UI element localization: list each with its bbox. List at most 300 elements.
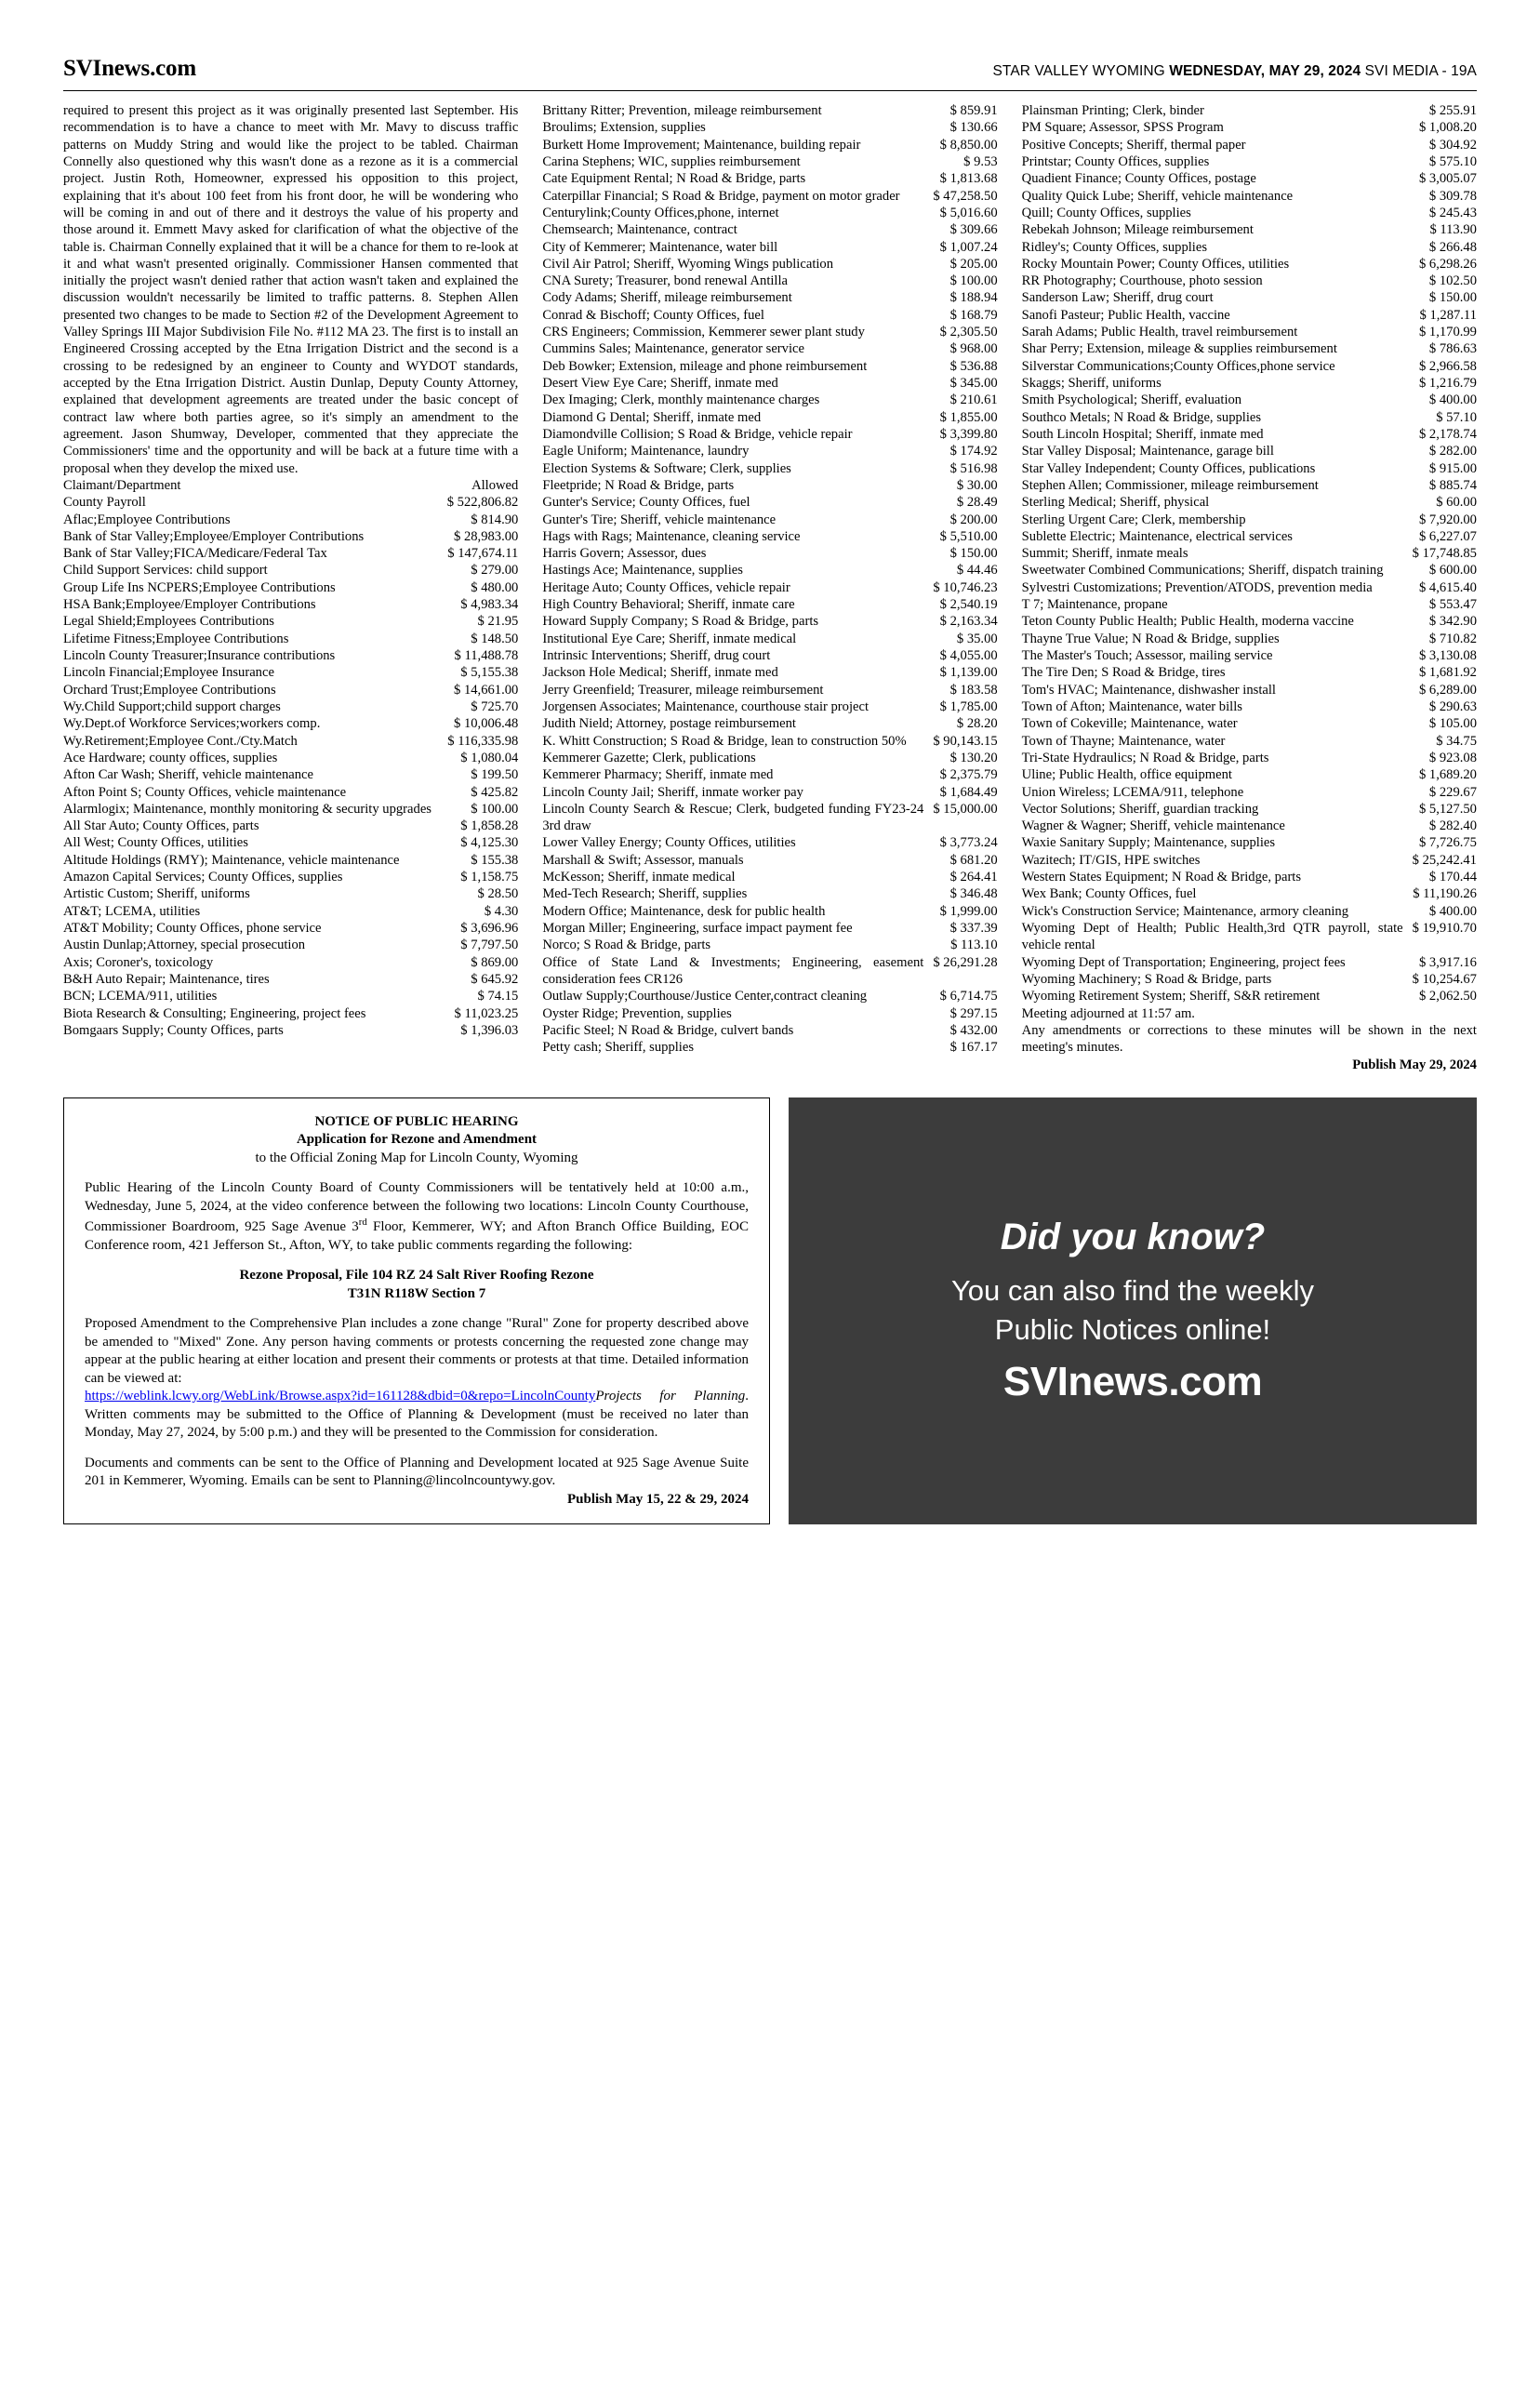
- claim-row: [542, 903, 997, 920]
- claim-amount: $ 130.66: [949, 120, 998, 136]
- notice-subtitle: Application for Rezone and Amendment: [296, 1132, 538, 1148]
- claim-row: [1022, 102, 1477, 119]
- claim-amount: $ 100.00: [949, 273, 998, 289]
- claim-amount: $ 130.20: [949, 750, 998, 765]
- claim-label: Lincoln Financial;Employee Insurance: [63, 665, 274, 681]
- claim-amount: $ 170.44: [1428, 870, 1477, 885]
- claim-row: [1022, 375, 1477, 392]
- claim-amount: $ 1,216.79: [1418, 376, 1477, 391]
- claim-amount: $ 480.00: [471, 579, 519, 595]
- claim-label: Child Support Services: child support: [63, 563, 268, 579]
- claim-row: [542, 358, 997, 375]
- rezone-proposal-line2: T31N R118W Section 7: [347, 1285, 486, 1301]
- claim-amount: $ 14,661.00: [454, 682, 519, 698]
- claim-amount: $ 282.00: [1428, 444, 1477, 459]
- claim-label: Vector Solutions; Sheriff, guardian tracking: [1021, 801, 1259, 817]
- claim-row: [63, 920, 518, 937]
- claim-amount: $ 869.00: [471, 954, 519, 970]
- claim-label: Sterling Medical; Sheriff, physical: [1021, 495, 1210, 511]
- claim-label: Lifetime Fitness;Employee Contributions: [63, 631, 289, 646]
- claim-row: [542, 307, 997, 324]
- claim-label: Western States Equipment; N Road & Bridge, parts: [1021, 870, 1302, 885]
- rezone-proposal-line1: Rezone Proposal, File 104 RZ 24 Salt River Roofing Rezone: [239, 1268, 594, 1284]
- claim-amount: $ 10,254.67: [1412, 971, 1477, 987]
- bottom-section: [0, 1073, 1540, 1525]
- claim-row: [1022, 239, 1477, 256]
- claim-row: [542, 460, 997, 477]
- claim-amount: $ 11,023.25: [454, 1005, 519, 1021]
- claim-label: Jackson Hole Medical; Sheriff, inmate med: [542, 665, 778, 681]
- claim-row: [1022, 631, 1477, 647]
- claim-row: [1022, 682, 1477, 698]
- claim-label: City of Kemmerer; Maintenance, water bill: [542, 239, 778, 255]
- house-ad: [789, 1097, 1477, 1525]
- claim-label: Morgan Miller; Engineering, surface impact payment fee: [542, 921, 853, 936]
- claim-amount: $ 205.00: [949, 256, 998, 272]
- claim-label: Centurylink;County Offices,phone, internet: [542, 205, 779, 220]
- claim-row: [542, 256, 997, 273]
- notice-para1-b: Floor, Kemmerer, WY; and Afton Branch Office Building, EOC Conference room, 421 Jefferson St., Afton, WY, to take public comments regarding the following:: [85, 1219, 749, 1253]
- claim-row: [1022, 153, 1477, 170]
- claim-row: [1022, 256, 1477, 273]
- claim-row: [542, 221, 997, 238]
- claim-label: Town of Thayne; Maintenance, water: [1021, 733, 1226, 749]
- claim-amount: $ 2,305.50: [939, 325, 998, 340]
- claim-row: [63, 631, 518, 647]
- claim-label: Oyster Ridge; Prevention, supplies: [542, 1005, 732, 1021]
- claim-amount: $ 337.39: [949, 921, 998, 936]
- amendments-note: Any amendments or corrections to these minutes will be shown in the next meeting's minutes.: [1021, 1022, 1477, 1056]
- claim-amount: $ 553.47: [1428, 597, 1477, 613]
- claim-label: Conrad & Bischoff; County Offices, fuel: [542, 307, 764, 323]
- claims-list-1: [63, 494, 518, 1039]
- claim-row: [63, 937, 518, 953]
- claim-label: Quadient Finance; County Offices, postage: [1021, 171, 1256, 187]
- column-2: [542, 102, 997, 1073]
- notice-para3: . Written comments may be submitted to the Office of Planning & Development (must be received no later than Monday, May 27, 2024, by 5:00 p.m.) and they will be presented to the Commission for consideration.: [85, 1389, 749, 1441]
- claim-row: [63, 954, 518, 971]
- claim-label: Med-Tech Research; Sheriff, supplies: [542, 886, 748, 902]
- claim-label: South Lincoln Hospital; Sheriff, inmate med: [1021, 426, 1264, 442]
- claim-amount: $ 3,696.96: [460, 921, 519, 936]
- claim-row: [542, 392, 997, 408]
- claim-amount: $ 645.92: [471, 971, 519, 987]
- claim-row: [1022, 426, 1477, 443]
- claim-row: [542, 273, 997, 289]
- claim-label: Gunter's Service; County Offices, fuel: [542, 495, 750, 511]
- claim-label: Jerry Greenfield; Treasurer, mileage reimbursement: [542, 682, 824, 698]
- claim-label: Aflac;Employee Contributions: [63, 512, 231, 527]
- claim-label: Kemmerer Pharmacy; Sheriff, inmate med: [542, 767, 774, 783]
- claim-label: Civil Air Patrol; Sheriff, Wyoming Wings publication: [542, 256, 834, 272]
- claim-label: HSA Bank;Employee/Employer Contributions: [63, 597, 316, 613]
- claim-amount: $ 264.41: [949, 870, 998, 885]
- notice-title: NOTICE OF PUBLIC HEARING: [314, 1113, 519, 1129]
- claim-row: [542, 545, 997, 562]
- publish-date-minutes: Publish May 29, 2024: [1352, 1057, 1477, 1072]
- claim-amount: $ 2,375.79: [939, 767, 998, 783]
- claim-amount: $ 1,999.00: [939, 903, 998, 919]
- claim-amount: $ 6,298.26: [1418, 256, 1477, 272]
- claim-row: [1022, 920, 1477, 954]
- claim-row: [1022, 392, 1477, 408]
- claim-row: [1022, 784, 1477, 801]
- column-3: [1022, 102, 1477, 1073]
- claim-label: High Country Behavioral; Sheriff, inmate care: [542, 597, 795, 613]
- claim-label: Printstar; County Offices, supplies: [1021, 153, 1210, 169]
- claim-row: [1022, 137, 1477, 153]
- claim-row: [63, 834, 518, 851]
- claim-amount: $ 17,748.85: [1412, 546, 1477, 562]
- claim-row: [542, 1022, 997, 1039]
- claim-amount: $ 26,291.28: [933, 954, 998, 970]
- claims-list-2: [542, 102, 997, 1057]
- claim-amount: $ 346.48: [949, 886, 998, 902]
- claim-amount: $ 44.46: [956, 563, 998, 579]
- claim-label: Marshall & Swift; Assessor, manuals: [542, 852, 744, 868]
- claim-label: Legal Shield;Employees Contributions: [63, 614, 274, 630]
- claim-label: Ridley's; County Offices, supplies: [1021, 239, 1208, 255]
- claim-label: Southco Metals; N Road & Bridge, supplies: [1021, 409, 1262, 425]
- claim-amount: $ 3,399.80: [939, 426, 998, 442]
- claim-amount: $ 4,055.00: [939, 648, 998, 663]
- masthead-site: SVInews.com: [63, 56, 196, 81]
- claim-amount: $ 1,785.00: [939, 698, 998, 714]
- claim-row: [1022, 971, 1477, 988]
- claim-row: [1022, 664, 1477, 681]
- claim-amount: $ 681.20: [949, 852, 998, 868]
- minutes-paragraph: required to present this project as it was originally presented last September. His recommendation is to have a chance to meet with Mr. Mavy to discuss traffic patterns on Muddy String and would like the project to be tabled. Chairman Connelly also questioned why this wasn't done as a rezone as it is a commercial project. Justin Roth, Homeowner, expressed his opposition to this project, explaining that it's about 100 feet from his front door, he will be wondering who will be coming in and out of there and it destroys the value of his property and those around it. Emmett Mavy asked for clarification of what the objective of the table is. Chairman Connelly explained that it will be a chance for them to re-look at it and what wasn't presented originally. Commissioner Hansen commented that initially the project wasn't denied rather that action wasn't taken and explained the discussion wouldn't necessarily be limited to traffic patterns. 8. Stephen Allen presented two changes to be made to Section #2 of the Development Agreement to Valley Springs III Major Subdivision File No. #112 MA 23. The first is to install an Engineered Crossing accepted by the Etna Irrigation District and the second is a crossing to be redesigned by an engineer to County and WYDOT standards, accepted by the Etna Irrigation District. Austin Dunlap, Deputy County Attorney, explained that development agreements are treated under the basic concept of contract law where both parties agree, so it's simply an amendment to the agreement. Jason Shumway, Developer, commented that they appreciate the Commissioners' time and the opportunity and will be back at a future time with a proposal when they develop the mixed use.: [63, 103, 519, 476]
- claim-row: [1022, 409, 1477, 426]
- claim-label: Modern Office; Maintenance, desk for public health: [542, 903, 826, 919]
- claim-amount: $ 400.00: [1428, 392, 1477, 408]
- claim-label: Diamond G Dental; Sheriff, inmate med: [542, 409, 762, 425]
- claim-amount: $ 309.78: [1428, 188, 1477, 204]
- claim-amount: $ 199.50: [471, 767, 519, 783]
- public-hearing-notice: [63, 1097, 770, 1525]
- claim-label: Institutional Eye Care; Sheriff, inmate medical: [542, 631, 797, 646]
- claim-row: [1022, 358, 1477, 375]
- claim-row: [542, 153, 997, 170]
- claim-amount: $ 74.15: [477, 989, 519, 1004]
- claim-label: Stephen Allen; Commissioner, mileage reimbursement: [1021, 477, 1319, 493]
- claim-label: Kemmerer Gazette; Clerk, publications: [542, 750, 756, 765]
- masthead: [0, 0, 1540, 82]
- claim-label: Waxie Sanitary Supply; Maintenance, supplies: [1021, 835, 1276, 851]
- claim-label: All West; County Offices, utilities: [63, 835, 248, 851]
- claim-amount: $ 25,242.41: [1412, 852, 1477, 868]
- claim-row: [63, 784, 518, 801]
- claim-amount: $ 516.98: [949, 460, 998, 476]
- claim-row: [1022, 852, 1477, 869]
- claim-row: [542, 596, 997, 613]
- claim-row: [63, 682, 518, 698]
- claim-label: Cody Adams; Sheriff, mileage reimbursement: [542, 290, 792, 306]
- claim-row: [542, 698, 997, 715]
- claim-amount: $ 7,726.75: [1418, 835, 1477, 851]
- claim-label: AT&T Mobility; County Offices, phone service: [63, 921, 322, 936]
- claim-row: [1022, 562, 1477, 579]
- claim-amount: $ 342.90: [1428, 614, 1477, 630]
- claim-row: [542, 579, 997, 596]
- claim-label: Wyoming Dept of Health; Public Health,3rd QTR payroll, state vehicle rental: [1021, 921, 1403, 953]
- notice-paragraph-4: Documents and comments can be sent to the Office of Planning and Development located at 925 Sage Avenue Suite 201 in Kemmerer, Wyoming. Emails can be sent to Planning@lincolncountywy.gov.: [85, 1455, 749, 1489]
- claim-row: [63, 562, 518, 579]
- meeting-adjourned: Meeting adjourned at 11:57 am.: [1021, 1005, 1195, 1021]
- claim-row: [1022, 954, 1477, 971]
- claim-label: Petty cash; Sheriff, supplies: [542, 1040, 695, 1056]
- claim-row: [1022, 988, 1477, 1004]
- claim-amount: $ 1,080.04: [460, 750, 519, 765]
- claim-label: Caterpillar Financial; S Road & Bridge, payment on motor grader: [542, 188, 900, 204]
- claim-label: Altitude Holdings (RMY); Maintenance, vehicle maintenance: [63, 852, 400, 868]
- claim-amount: $ 814.90: [471, 512, 519, 527]
- claim-label: Chemsearch; Maintenance, contract: [542, 222, 737, 238]
- claim-amount: $ 15,000.00: [933, 801, 998, 817]
- claim-label: Teton County Public Health; Public Health, moderna vaccine: [1021, 614, 1354, 630]
- claim-row: [1022, 205, 1477, 221]
- claim-label: Positive Concepts; Sheriff, thermal paper: [1021, 137, 1246, 153]
- claim-row: [542, 102, 997, 119]
- claim-amount: $ 116,335.98: [447, 733, 519, 749]
- claim-row: [542, 647, 997, 664]
- claim-row: [542, 784, 997, 801]
- claim-label: Desert View Eye Care; Sheriff, inmate med: [542, 376, 778, 391]
- claim-row: [1022, 733, 1477, 750]
- claim-amount: $ 28.50: [477, 886, 519, 902]
- claims-header-amount: Allowed: [471, 477, 519, 493]
- claim-amount: $ 1,681.92: [1418, 665, 1477, 681]
- claim-label: Intrinsic Interventions; Sheriff, drug court: [542, 648, 771, 663]
- claim-label: Outlaw Supply;Courthouse/Justice Center,contract cleaning: [542, 989, 868, 1004]
- claim-row: [1022, 818, 1477, 834]
- claim-label: Sweetwater Combined Communications; Sheriff, dispatch training: [1021, 563, 1384, 579]
- claim-row: [63, 512, 518, 528]
- claim-row: [542, 631, 997, 647]
- claim-amount: $ 28.20: [956, 716, 998, 732]
- claim-amount: $ 522,806.82: [446, 495, 519, 511]
- claim-amount: $ 3,005.07: [1418, 171, 1477, 187]
- claim-amount: $ 5,016.60: [939, 205, 998, 220]
- claim-amount: $ 5,155.38: [460, 665, 519, 681]
- claim-label: B&H Auto Repair; Maintenance, tires: [63, 971, 270, 987]
- claim-row: [542, 528, 997, 545]
- claim-amount: $ 10,006.48: [454, 716, 519, 732]
- masthead-info: [992, 63, 1477, 80]
- claim-label: Lower Valley Energy; County Offices, utilities: [542, 835, 796, 851]
- claim-amount: $ 100.00: [471, 801, 519, 817]
- claim-amount: $ 290.63: [1428, 698, 1477, 714]
- claim-label: Fleetpride; N Road & Bridge, parts: [542, 477, 735, 493]
- claim-amount: $ 7,920.00: [1418, 512, 1477, 527]
- claim-amount: $ 536.88: [949, 358, 998, 374]
- claim-row: [542, 409, 997, 426]
- claim-label: Wy.Retirement;Employee Cont./Cty.Match: [63, 733, 298, 749]
- claim-label: Rebekah Johnson; Mileage reimbursement: [1021, 222, 1254, 238]
- claim-amount: $ 859.91: [949, 103, 998, 118]
- claim-row: [542, 869, 997, 885]
- claim-amount: $ 10,746.23: [933, 579, 998, 595]
- notice-para1-a: Public Hearing of the Lincoln County Board of County Commissioners will be tentatively held at 10:00 a.m., Wednesday, June 5, 2024, at the video conference between the following two locations: Lincoln County Courthouse, Commissioner Boardroom, 925 Sage Avenue 3: [85, 1180, 749, 1235]
- claim-label: McKesson; Sheriff, inmate medical: [542, 870, 736, 885]
- publish-date-notice: Publish May 15, 22 & 29, 2024: [566, 1491, 749, 1507]
- claim-label: Tom's HVAC; Maintenance, dishwasher install: [1021, 682, 1276, 698]
- claim-label: Wagner & Wagner; Sheriff, vehicle maintenance: [1021, 818, 1285, 834]
- claim-row: [1022, 273, 1477, 289]
- claim-amount: $ 3,773.24: [939, 835, 998, 851]
- claim-label: Skaggs; Sheriff, uniforms: [1021, 376, 1162, 391]
- claim-row: [63, 885, 518, 902]
- claim-amount: $ 255.91: [1428, 103, 1477, 118]
- claim-label: Eagle Uniform; Maintenance, laundry: [542, 444, 750, 459]
- claim-amount: $ 304.92: [1428, 137, 1477, 153]
- claim-row: [542, 852, 997, 869]
- claim-label: Group Life Ins NCPERS;Employee Contributions: [63, 579, 336, 595]
- claim-row: [542, 733, 997, 750]
- claim-amount: $ 148.50: [471, 631, 519, 646]
- claim-amount: $ 21.95: [477, 614, 519, 630]
- claim-amount: $ 19,910.70: [1412, 921, 1477, 936]
- claim-row: [1022, 647, 1477, 664]
- claim-label: Bank of Star Valley;FICA/Medicare/Federal Tax: [63, 546, 327, 562]
- claim-row: [63, 494, 518, 511]
- claim-amount: $ 11,190.26: [1413, 886, 1477, 902]
- claim-label: Norco; S Road & Bridge, parts: [542, 938, 711, 953]
- claim-row: [542, 289, 997, 306]
- claim-label: Sublette Electric; Maintenance, electrical services: [1021, 528, 1293, 544]
- claim-row: [542, 920, 997, 937]
- claim-label: Wy.Dept.of Workforce Services;workers comp.: [63, 716, 321, 732]
- claim-row: [63, 715, 518, 732]
- claim-label: Diamondville Collision; S Road & Bridge, vehicle repair: [542, 426, 853, 442]
- claim-row: [542, 715, 997, 732]
- claim-row: [1022, 188, 1477, 205]
- claim-label: Town of Cokeville; Maintenance, water: [1021, 716, 1238, 732]
- claim-row: [542, 1005, 997, 1022]
- claim-row: [1022, 494, 1477, 511]
- claim-amount: $ 188.94: [949, 290, 998, 306]
- claim-row: [63, 971, 518, 988]
- claim-amount: $ 1,008.20: [1418, 120, 1477, 136]
- claim-label: Howard Supply Company; S Road & Bridge, parts: [542, 614, 819, 630]
- claim-amount: $ 1,287.11: [1419, 307, 1477, 323]
- claim-amount: $ 923.08: [1428, 750, 1477, 765]
- claim-label: Burkett Home Improvement; Maintenance, building repair: [542, 137, 861, 153]
- claims-table-header: [63, 477, 518, 494]
- ad-line-2: You can also find the weekly: [950, 1274, 1315, 1308]
- claim-row: [1022, 869, 1477, 885]
- claim-label: All Star Auto; County Offices, parts: [63, 818, 259, 834]
- claim-row: [542, 562, 997, 579]
- claim-amount: $ 229.67: [1428, 784, 1477, 800]
- claim-row: [542, 512, 997, 528]
- claim-amount: $ 600.00: [1428, 563, 1477, 579]
- claim-row: [63, 698, 518, 715]
- claim-amount: $ 297.15: [949, 1005, 998, 1021]
- claim-label: Sylvestri Customizations; Prevention/ATODS, prevention media: [1021, 579, 1373, 595]
- claim-label: Wy.Child Support;child support charges: [63, 698, 281, 714]
- claim-row: [1022, 613, 1477, 630]
- claim-amount: $ 174.92: [949, 444, 998, 459]
- claim-label: Wyoming Dept of Transportation; Engineering, project fees: [1021, 954, 1346, 970]
- claim-label: Biota Research & Consulting; Engineering, project fees: [63, 1005, 366, 1021]
- claim-row: [63, 869, 518, 885]
- claim-row: [542, 801, 997, 835]
- ad-website[interactable]: SVInews.com: [1002, 1358, 1263, 1404]
- claim-amount: $ 1,170.99: [1418, 325, 1477, 340]
- claim-label: The Master's Touch; Assessor, mailing service: [1021, 648, 1273, 663]
- claims-header-label: Claimant/Department: [63, 477, 181, 493]
- claim-amount: $ 4.30: [484, 903, 519, 919]
- claim-row: [63, 988, 518, 1004]
- claim-label: AT&T; LCEMA, utilities: [63, 903, 201, 919]
- claim-label: Orchard Trust;Employee Contributions: [63, 682, 276, 698]
- claim-row: [1022, 289, 1477, 306]
- claim-label: Lincoln County Treasurer;Insurance contributions: [63, 648, 336, 663]
- claim-amount: $ 7,797.50: [460, 938, 519, 953]
- claim-label: Quill; County Offices, supplies: [1021, 205, 1191, 220]
- claim-amount: $ 35.00: [956, 631, 998, 646]
- claim-row: [63, 545, 518, 562]
- notice-para1-sup: rd: [358, 1217, 367, 1229]
- claim-row: [542, 188, 997, 205]
- claim-amount: $ 1,813.68: [939, 171, 998, 187]
- masthead-paper: STAR VALLEY WYOMING: [992, 63, 1165, 79]
- claim-amount: $ 3,130.08: [1418, 648, 1477, 663]
- claim-row: [1022, 545, 1477, 562]
- claim-row: [1022, 903, 1477, 920]
- claim-amount: $ 2,540.19: [939, 597, 998, 613]
- claim-row: [542, 988, 997, 1004]
- claim-label: Broulims; Extension, supplies: [542, 120, 706, 136]
- claim-amount: $ 47,258.50: [933, 188, 998, 204]
- claim-row: [542, 239, 997, 256]
- claim-amount: $ 34.75: [1436, 733, 1477, 749]
- claim-label: Bomgaars Supply; County Offices, parts: [63, 1022, 284, 1038]
- claim-row: [542, 937, 997, 953]
- claim-amount: $ 105.00: [1428, 716, 1477, 732]
- claim-label: Hastings Ace; Maintenance, supplies: [542, 563, 743, 579]
- claim-amount: $ 1,139.00: [939, 665, 998, 681]
- claim-row: [63, 766, 518, 783]
- claim-amount: $ 1,007.24: [939, 239, 998, 255]
- claim-row: [1022, 766, 1477, 783]
- claim-label: Brittany Ritter; Prevention, mileage reimbursement: [542, 103, 822, 118]
- claim-row: [1022, 750, 1477, 766]
- claim-row: [1022, 443, 1477, 459]
- claim-row: [63, 801, 518, 818]
- claim-label: Sanofi Pasteur; Public Health, vaccine: [1021, 307, 1230, 323]
- claim-label: Sanderson Law; Sheriff, drug court: [1021, 290, 1214, 306]
- claim-amount: $ 710.82: [1428, 631, 1477, 646]
- claim-label: Shar Perry; Extension, mileage & supplies reimbursement: [1021, 341, 1337, 357]
- claim-amount: $ 266.48: [1428, 239, 1477, 255]
- claim-amount: $ 1,858.28: [460, 818, 519, 834]
- claim-amount: $ 1,855.00: [939, 409, 998, 425]
- notice-subtitle2: to the Official Zoning Map for Lincoln County, Wyoming: [255, 1150, 578, 1165]
- claim-row: [1022, 698, 1477, 715]
- claim-amount: $ 915.00: [1428, 460, 1477, 476]
- weblink-url[interactable]: https://weblink.lcwy.org/WebLink/Browse.aspx?id=161128&dbid=0&repo=LincolnCounty: [85, 1389, 596, 1404]
- claim-amount: $ 432.00: [949, 1022, 998, 1038]
- claim-label: Thayne True Value; N Road & Bridge, supplies: [1021, 631, 1280, 646]
- claim-amount: $ 2,178.74: [1418, 426, 1477, 442]
- claim-row: [542, 954, 997, 989]
- claim-row: [542, 1039, 997, 1056]
- claim-label: Afton Car Wash; Sheriff, vehicle maintenance: [63, 767, 313, 783]
- claim-row: [1022, 477, 1477, 494]
- claim-amount: $ 4,125.30: [460, 835, 519, 851]
